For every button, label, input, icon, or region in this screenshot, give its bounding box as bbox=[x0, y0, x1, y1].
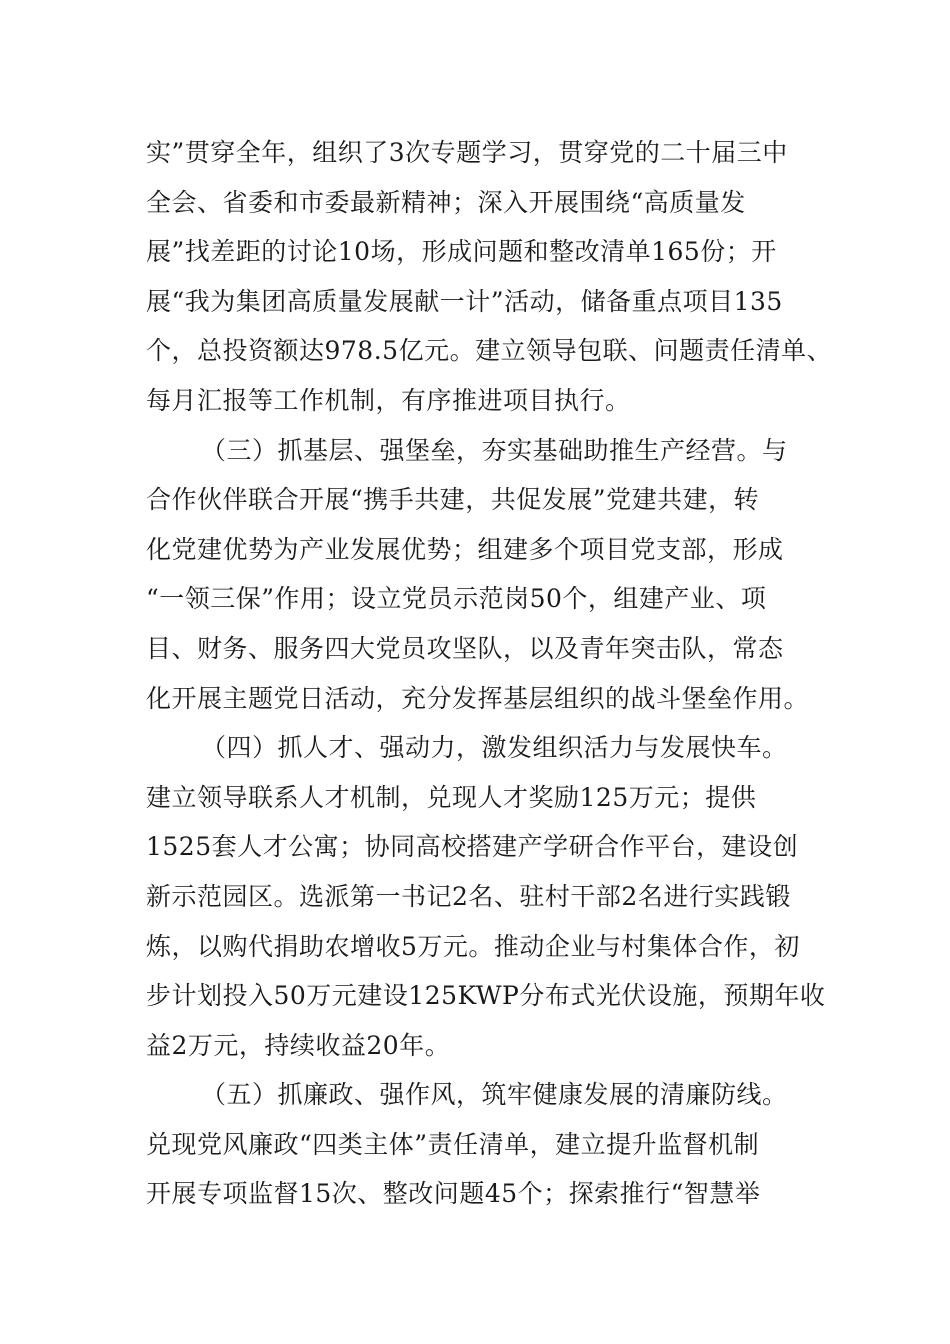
text-line: 合作伙伴联合开展“携手共建，共促发展”党建共建，转 bbox=[146, 485, 760, 515]
text-line: 开展专项监督15次、整改问题45个；探索推行“智慧举 bbox=[146, 1179, 761, 1209]
section-heading-line: （五）抓廉政、强作风，筑牢健康发展的清廉防线。 bbox=[201, 1080, 788, 1110]
text-line: “一领三保”作用；设立党员示范岗50个，组建产业、项 bbox=[146, 584, 767, 614]
text-line: 益2万元，持续收益20年。 bbox=[146, 1030, 451, 1060]
text-line: 展“我为集团高质量发展献一计”活动，储备重点项目135 bbox=[146, 286, 783, 316]
text-line: 炼，以购代捐助农增收5万元。推动企业与村集体合作，初 bbox=[146, 931, 800, 961]
text-line: 步计划投入50万元建设125KWP分布式光伏设施，预期年收 bbox=[146, 981, 826, 1011]
text-line: 全会、省委和市委最新精神；深入开展围绕“高质量发 bbox=[146, 187, 746, 217]
section-heading-line: （四）抓人才、强动力，激发组织活力与发展快车。 bbox=[201, 733, 788, 763]
text-line: 兑现党风廉政“四类主体”责任清单，建立提升监督机制 bbox=[146, 1129, 760, 1159]
text-line: 实”贯穿全年，组织了3次专题学习，贯穿党的二十届三中 bbox=[146, 138, 788, 167]
text-line: 建立领导联系人才机制，兑现人才奖励125万元；提供 bbox=[146, 782, 757, 812]
text-line: 化开展主题党日活动，充分发挥基层组织的战斗堡垒作用。 bbox=[146, 683, 810, 713]
text-line: 化党建优势为产业发展优势；组建多个项目党支部，形成 bbox=[146, 534, 784, 564]
text-line: 个，总投资额达978.5亿元。建立领导包联、问题责任清单、 bbox=[146, 336, 833, 366]
body-text bbox=[146, 128, 833, 1219]
text-line: 展”找差距的讨论10场，形成问题和整改清单165份；开 bbox=[146, 237, 777, 267]
text-line: 目、财务、服务四大党员攻坚队，以及青年突击队，常态 bbox=[146, 633, 784, 663]
section-heading-line: （三）抓基层、强堡垒，夯实基础助推生产经营。与 bbox=[201, 435, 788, 465]
text-line: 1525套人才公寓；协同高校搭建产学研合作平台，建设创 bbox=[146, 832, 799, 862]
text-line: 新示范园区。选派第一书记2名、驻村干部2名进行实践锻 bbox=[146, 881, 791, 911]
text-line: 每月汇报等工作机制，有序推进项目执行。 bbox=[146, 385, 631, 415]
